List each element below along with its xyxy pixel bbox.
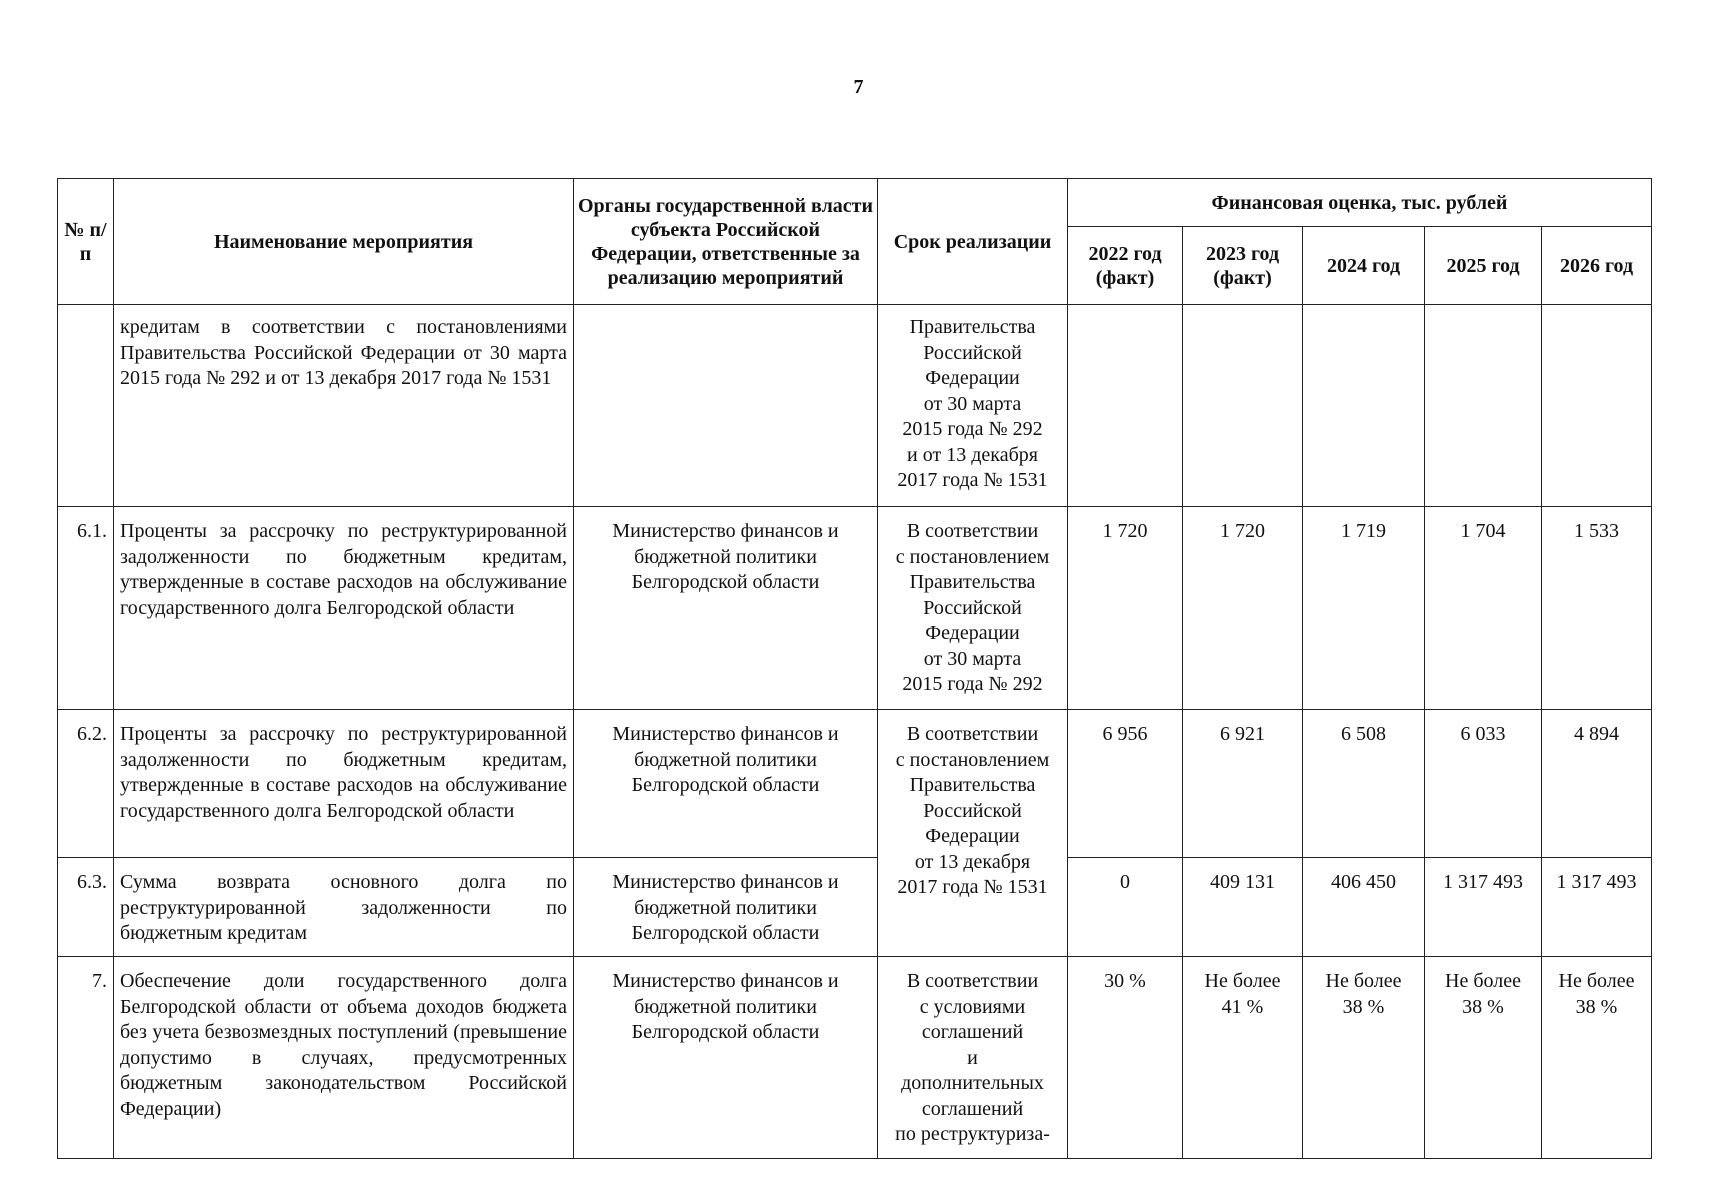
row-no: 6.2. xyxy=(58,710,114,858)
row-value xyxy=(1542,305,1652,507)
row-value: 1 317 493 xyxy=(1425,858,1542,957)
row-value: Не более 38 % xyxy=(1425,957,1542,1159)
header-term: Срок реализации xyxy=(878,179,1068,305)
header-year-2025: 2025 год xyxy=(1425,227,1542,305)
header-year-2023: 2023 год (факт) xyxy=(1183,227,1303,305)
row-value: 409 131 xyxy=(1183,858,1303,957)
row-value: 1 704 xyxy=(1425,507,1542,710)
row-name: Сумма возврата основного долга по реструктурированной задолженности по бюджетным кредитам xyxy=(114,858,574,957)
row-no: 6.1. xyxy=(58,507,114,710)
row-org xyxy=(574,305,878,507)
row-org: Министерство финансов и бюджетной политики Белгородской области xyxy=(574,710,878,858)
row-value: 0 xyxy=(1068,858,1183,957)
row-value: 6 508 xyxy=(1303,710,1425,858)
table-row xyxy=(58,507,1652,710)
header-year-2026: 2026 год xyxy=(1542,227,1652,305)
row-term: В соответствии с постановлением Правительства Российской Федерации от 13 декабря 2017 года № 1531 xyxy=(878,710,1068,957)
page-number: 7 xyxy=(853,76,864,98)
table-row xyxy=(58,710,1652,858)
row-value: 1 720 xyxy=(1068,507,1183,710)
row-no: 6.3. xyxy=(58,858,114,957)
row-term: Правительства Российской Федерации от 30 марта 2015 года № 292 и от 13 декабря 2017 года № 1531 xyxy=(878,305,1068,507)
table-row xyxy=(58,305,1652,507)
row-name: Обеспечение доли государственного долга Белгородской области от объема доходов бюджета без учета безвозмездных поступлений (превышение допустимо в случаях, предусмотренных бюджетным законодательством Российской Федерации) xyxy=(114,957,574,1159)
row-term: В соответствии с условиями соглашений и дополнительных соглашений по реструктуриза- xyxy=(878,957,1068,1159)
header-org: Органы государственной власти субъекта Российской Федерации, ответственные за реализацию мероприятий xyxy=(574,179,878,305)
header-year-2024: 2024 год xyxy=(1303,227,1425,305)
row-value: Не более 38 % xyxy=(1303,957,1425,1159)
row-value: 4 894 xyxy=(1542,710,1652,858)
row-org: Министерство финансов и бюджетной политики Белгородской области xyxy=(574,957,878,1159)
row-value: 1 720 xyxy=(1183,507,1303,710)
row-term: В соответствии с постановлением Правительства Российской Федерации от 30 марта 2015 года № 292 xyxy=(878,507,1068,710)
row-org: Министерство финансов и бюджетной политики Белгородской области xyxy=(574,858,878,957)
row-name: Проценты за рассрочку по реструктурированной задолженности по бюджетным кредитам, утвержденные в составе расходов на обслуживание государственного долга Белгородской области xyxy=(114,507,574,710)
row-no xyxy=(58,305,114,507)
row-value: 30 % xyxy=(1068,957,1183,1159)
row-no: 7. xyxy=(58,957,114,1159)
row-value: 1 533 xyxy=(1542,507,1652,710)
table-row xyxy=(58,858,1652,957)
row-value: 1 317 493 xyxy=(1542,858,1652,957)
row-value: 6 921 xyxy=(1183,710,1303,858)
header-no: № п/п xyxy=(58,179,114,305)
row-value: 6 033 xyxy=(1425,710,1542,858)
financial-table xyxy=(57,178,1652,1159)
header-year-2022: 2022 год (факт) xyxy=(1068,227,1183,305)
row-value xyxy=(1303,305,1425,507)
row-name: Проценты за рассрочку по реструктурированной задолженности по бюджетным кредитам, утвержденные в составе расходов на обслуживание государственного долга Белгородской области xyxy=(114,710,574,858)
row-org: Министерство финансов и бюджетной политики Белгородской области xyxy=(574,507,878,710)
row-value: Не более 41 % xyxy=(1183,957,1303,1159)
row-value xyxy=(1068,305,1183,507)
row-value: 6 956 xyxy=(1068,710,1183,858)
header-name: Наименование мероприятия xyxy=(114,179,574,305)
table-row xyxy=(58,957,1652,1159)
row-value: Не более 38 % xyxy=(1542,957,1652,1159)
row-value xyxy=(1183,305,1303,507)
row-value: 1 719 xyxy=(1303,507,1425,710)
row-value xyxy=(1425,305,1542,507)
row-name: кредитам в соответствии с постановлениями Правительства Российской Федерации от 30 марта 2015 года № 292 и от 13 декабря 2017 года № 1531 xyxy=(114,305,574,507)
row-value: 406 450 xyxy=(1303,858,1425,957)
header-finance: Финансовая оценка, тыс. рублей xyxy=(1068,179,1652,227)
